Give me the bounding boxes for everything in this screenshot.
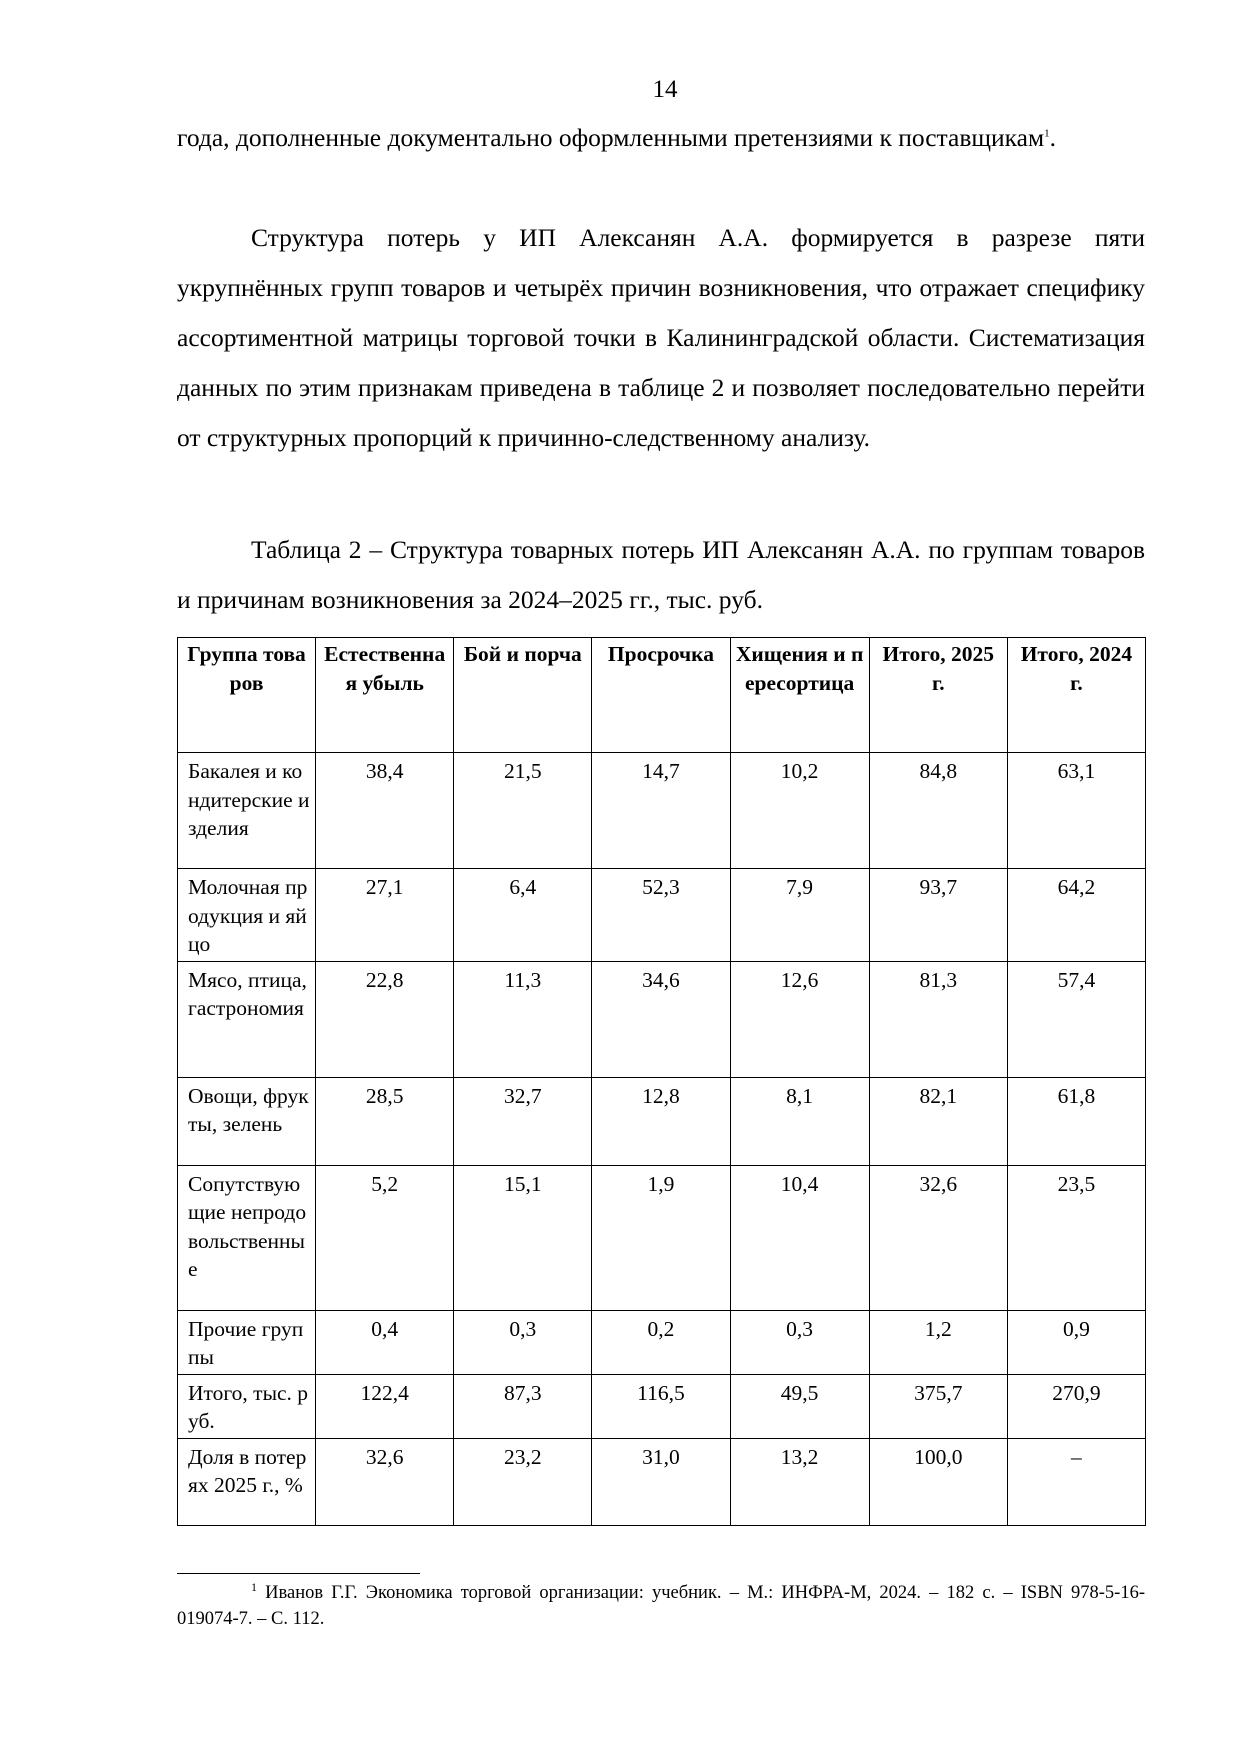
table-header-cell: Итого, 2024 г. — [1007, 638, 1145, 753]
table-cell: 87,3 — [454, 1374, 592, 1438]
table-header-cell: Просрочка — [592, 638, 730, 753]
losses-table — [177, 637, 1146, 1526]
paragraph-structure — [177, 213, 1145, 463]
table-cell: 34,6 — [592, 961, 730, 1077]
table-cell-group: Мясо, птица, гастрономия — [178, 961, 316, 1077]
table-row-total — [178, 1374, 1146, 1438]
table-cell: 23,5 — [1007, 1165, 1145, 1310]
table-cell-group: Молочная продукция и яйцо — [178, 869, 316, 962]
table-cell: 23,2 — [454, 1438, 592, 1525]
table-cell: 7,9 — [730, 869, 869, 962]
table-cell-group: Бакалея и кондитерские изделия — [178, 753, 316, 869]
table-cell: 1,9 — [592, 1165, 730, 1310]
page-number: 14 — [652, 76, 678, 103]
table-cell: 64,2 — [1007, 869, 1145, 962]
table-cell: 31,0 — [592, 1438, 730, 1525]
table-row-share — [178, 1438, 1146, 1525]
paragraph-1-text: года, дополненные документально оформленными претензиями к поставщикам — [177, 123, 1045, 152]
table-cell: 32,6 — [316, 1438, 454, 1525]
table-header-cell: Естественная убыль — [316, 638, 454, 753]
table-cell: – — [1007, 1438, 1145, 1525]
table-cell: 0,9 — [1007, 1310, 1145, 1374]
table-cell: 84,8 — [869, 753, 1007, 869]
table-header-cell: Бой и порча — [454, 638, 592, 753]
footnote-reference[interactable]: 1 — [1044, 127, 1050, 140]
table-cell: 13,2 — [730, 1438, 869, 1525]
table-cell: 32,6 — [869, 1165, 1007, 1310]
table-cell: 12,6 — [730, 961, 869, 1077]
table-cell: 270,9 — [1007, 1374, 1145, 1438]
table-cell-group: Прочие группы — [178, 1310, 316, 1374]
table-row — [178, 1077, 1146, 1165]
table-cell: 21,5 — [454, 753, 592, 869]
table-cell: 61,8 — [1007, 1077, 1145, 1165]
table-cell-group: Сопутствующие непродовольственные — [178, 1165, 316, 1310]
table-cell: 93,7 — [869, 869, 1007, 962]
table-cell: 81,3 — [869, 961, 1007, 1077]
table-cell-group: Итого, тыс. руб. — [178, 1374, 316, 1438]
paragraph-2-text: Структура потерь у ИП Алексанян А.А. формируется в разрезе пяти укрупнённых групп товаров и четырёх причин возникновения, что отражает специфику ассортиментной матрицы торговой точки в Калининградской области. Систематизация данных по этим признакам приведена в таблице 2 и позволяет последовательно перейти от структурных пропорций к причинно-следственному анализу. — [177, 223, 1145, 452]
table-cell: 122,4 — [316, 1374, 454, 1438]
table-cell: 49,5 — [730, 1374, 869, 1438]
table-caption-block — [177, 525, 1145, 625]
table-caption: Таблица 2 – Структура товарных потерь ИП Алексанян А.А. по группам товаров и причинам возникновения за 2024–2025 гг., тыс. руб. — [177, 535, 1145, 614]
footnote-separator — [177, 1573, 420, 1574]
table-row — [178, 753, 1146, 869]
table-cell: 14,7 — [592, 753, 730, 869]
table-cell: 0,4 — [316, 1310, 454, 1374]
table-cell: 0,3 — [730, 1310, 869, 1374]
table-cell: 63,1 — [1007, 753, 1145, 869]
table-cell: 5,2 — [316, 1165, 454, 1310]
table-row — [178, 1310, 1146, 1374]
footnote-text: Иванов Г.Г. Экономика торговой организации: учебник. – М.: ИНФРА-М, 2024. – 182 с. – ISBN 978-5-16-019074-7. – С. 112. — [177, 1583, 1145, 1629]
table-cell: 82,1 — [869, 1077, 1007, 1165]
table-cell: 57,4 — [1007, 961, 1145, 1077]
table-cell: 8,1 — [730, 1077, 869, 1165]
paragraph-1-end: . — [1049, 123, 1056, 152]
table-row — [178, 961, 1146, 1077]
table-cell: 1,2 — [869, 1310, 1007, 1374]
table-cell: 15,1 — [454, 1165, 592, 1310]
table-cell: 6,4 — [454, 869, 592, 962]
table-cell: 116,5 — [592, 1374, 730, 1438]
table-cell: 10,2 — [730, 753, 869, 869]
table-row — [178, 869, 1146, 962]
table-cell-group: Овощи, фрукты, зелень — [178, 1077, 316, 1165]
table-header-cell: Хищения и пересортица — [730, 638, 869, 753]
table-cell: 28,5 — [316, 1077, 454, 1165]
table-cell: 10,4 — [730, 1165, 869, 1310]
table-header-row — [178, 638, 1146, 753]
table-cell: 11,3 — [454, 961, 592, 1077]
table-cell: 375,7 — [869, 1374, 1007, 1438]
table-cell: 22,8 — [316, 961, 454, 1077]
table-cell: 27,1 — [316, 869, 454, 962]
paragraph-continuation — [177, 113, 1145, 163]
table-cell-group: Доля в потерях 2025 г., % — [178, 1438, 316, 1525]
table-header-cell: Группа товаров — [178, 638, 316, 753]
table-cell: 0,2 — [592, 1310, 730, 1374]
table-row — [178, 1165, 1146, 1310]
table-cell: 100,0 — [869, 1438, 1007, 1525]
table-header-cell: Итого, 2025 г. — [869, 638, 1007, 753]
footnote-number: 1 — [251, 1579, 257, 1594]
table-cell: 0,3 — [454, 1310, 592, 1374]
table-cell: 32,7 — [454, 1077, 592, 1165]
table-cell: 12,8 — [592, 1077, 730, 1165]
footnote — [177, 1580, 1145, 1632]
table-cell: 52,3 — [592, 869, 730, 962]
table-cell: 38,4 — [316, 753, 454, 869]
